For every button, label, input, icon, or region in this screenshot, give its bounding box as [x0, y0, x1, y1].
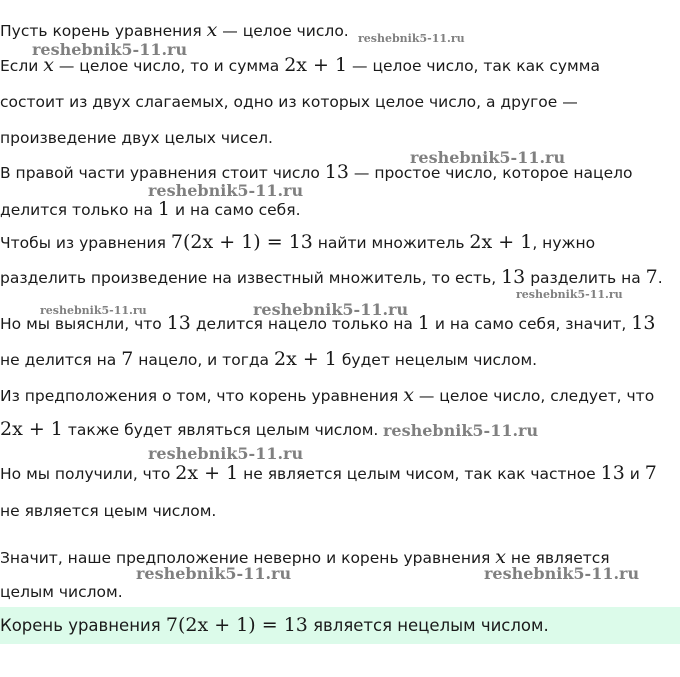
text: — целое число, то и сумма — [53, 57, 285, 75]
solution-line — [0, 266, 663, 288]
text: Из предположения о том, что корень уравнения — [0, 387, 404, 405]
solution-line: произведение двух целых чисел. — [0, 129, 273, 147]
text: Корень уравнения — [0, 616, 166, 635]
text: и на само себя. — [170, 201, 301, 219]
answer-line — [0, 614, 549, 636]
watermark: reshebnik5-11.ru — [516, 288, 623, 301]
text: и — [624, 465, 645, 483]
solution-line: состоит из двух слагаемых, одно из которых целое число, а другое — — [0, 93, 578, 111]
text: В правой части уравнения стоит число — [0, 164, 325, 182]
math: 1 — [417, 312, 430, 334]
text: Чтобы из уравнения — [0, 234, 171, 252]
math: 7(2x + 1) = 13 — [170, 231, 313, 253]
math: 2x + 1 — [0, 418, 63, 440]
math: 13 — [600, 462, 625, 484]
text: найти множитель — [312, 234, 470, 252]
math: 7(2x + 1) = 13 — [165, 614, 308, 636]
text: Если — [0, 57, 44, 75]
watermark: reshebnik5-11.ru — [253, 300, 409, 319]
watermark: reshebnik5-11.ru — [148, 181, 304, 200]
watermark: reshebnik5-11.ru — [410, 148, 566, 167]
math: x — [403, 384, 414, 406]
watermark: reshebnik5-11.ru — [383, 421, 539, 440]
solution-line — [0, 418, 378, 440]
math: 13 — [631, 312, 656, 334]
text: , нужно — [532, 234, 596, 252]
solution-line — [0, 348, 537, 370]
text: . — [657, 269, 663, 287]
math: 13 — [166, 312, 191, 334]
solution-line — [0, 19, 349, 41]
math: 13 — [324, 161, 349, 183]
watermark: reshebnik5-11.ru — [136, 564, 292, 583]
text: делится нацело только на — [190, 315, 418, 333]
math: 7 — [645, 266, 658, 288]
solution-line: целым числом. — [0, 583, 123, 601]
math: 2x + 1 — [274, 348, 337, 370]
text: делится только на — [0, 201, 158, 219]
math: 1 — [157, 198, 171, 220]
watermark: reshebnik5-11.ru — [32, 40, 188, 59]
text: Но мы получили, что — [0, 465, 176, 483]
solution-line — [0, 462, 657, 484]
text: является нецелым числом. — [307, 616, 549, 635]
math: 7 — [121, 348, 134, 370]
text: не делится на — [0, 351, 122, 369]
math: 2x + 1 — [175, 462, 239, 484]
math: x — [495, 546, 506, 568]
math: 7 — [644, 462, 657, 484]
solution-line — [0, 384, 654, 406]
text: Значит, наше предположение неверно и корень уравнения — [0, 549, 496, 567]
math: 2x + 1 — [469, 231, 533, 253]
text: — целое число, следует, что — [413, 387, 655, 405]
text: не является — [506, 549, 610, 567]
text: и на само себя, значит, — [429, 315, 632, 333]
math: 2x + 1 — [284, 54, 348, 76]
text: не является целым чисом, так как частное — [238, 465, 601, 483]
math: x — [43, 54, 54, 76]
text: будет нецелым числом. — [336, 351, 538, 369]
solution-line: не является цеым числом. — [0, 502, 217, 520]
text: разделить на — [525, 269, 646, 287]
answer-box — [0, 607, 680, 644]
text: Пусть корень уравнения — [0, 22, 207, 40]
text: нацело, и тогда — [133, 351, 274, 369]
math: 13 — [501, 266, 526, 288]
text: разделить произведение на известный множитель, то есть, — [0, 269, 502, 287]
text: — целое число, так как сумма — [347, 57, 600, 75]
math: x — [206, 19, 218, 41]
text: Но мы выяснли, что — [0, 315, 167, 333]
watermark: reshebnik5-11.ru — [484, 564, 640, 583]
solution-line — [0, 198, 301, 220]
text: — простое число, которое нацело — [348, 164, 633, 182]
watermark: reshebnik5-11.ru — [148, 444, 304, 463]
watermark: reshebnik5-11.ru — [40, 304, 147, 317]
text: также будет являться целым числом. — [62, 421, 379, 439]
watermark: reshebnik5-11.ru — [358, 32, 465, 45]
solution-line — [0, 231, 595, 253]
text: — целое число. — [217, 22, 349, 40]
